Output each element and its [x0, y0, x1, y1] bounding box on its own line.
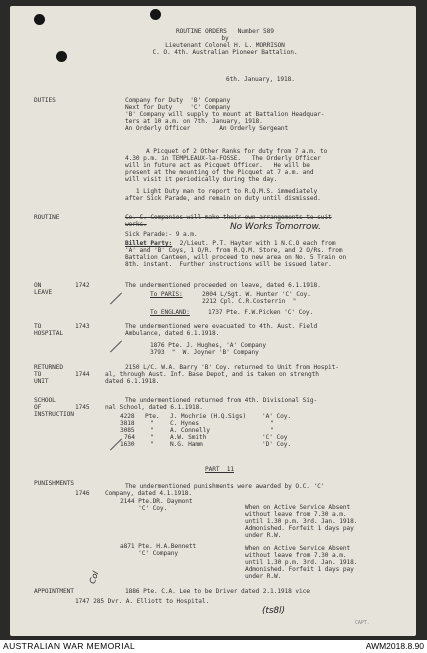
hospital-line: The undermentioned were evacuated to 4th. Aust. Field	[125, 323, 318, 330]
school-cell: 4228	[120, 413, 135, 420]
heading-returned: RETURNED	[34, 364, 64, 371]
archive-name: AUSTRALIAN WAR MEMORIAL	[3, 641, 136, 651]
order-ref: 1743	[75, 323, 90, 330]
punch-hole	[34, 14, 45, 25]
heading-routine: ROUTINE	[34, 214, 60, 221]
heading-leave: LEAVE	[34, 289, 53, 296]
duties-para: 4.30 p.m. in TEMPLEAUX-la-FOSSE. The Orderly Officer	[125, 155, 321, 162]
routine-struck-line: Co. C. Companies will make their own arrangements to suit	[125, 214, 332, 221]
school-cell: C. Hynes	[170, 420, 200, 427]
heading-hospital: TO	[34, 323, 42, 330]
hospital-line: Ambulance, dated 6.1.1918.	[125, 330, 220, 337]
stamp-text: CAPT.	[355, 620, 370, 626]
punishment-name: a871 Pte. H.A.Bennett	[120, 543, 197, 550]
heading-returned: UNIT	[34, 378, 49, 385]
heading-hospital: HOSPITAL	[34, 330, 64, 337]
school-cell: 'C' Coy	[262, 434, 288, 441]
margin-initials: Col	[87, 570, 101, 586]
school-cell: "	[150, 441, 154, 448]
punishment-text: until 1.30 p.m. 3rd. Jan. 1918.	[245, 559, 358, 566]
punishment-text: until 1.30 p.m. 3rd. Jan. 1918.	[245, 518, 358, 525]
school-cell: A. Connelly	[170, 427, 210, 434]
duties-para: present at the mounting of the Picquet at 7 a.m. and	[125, 169, 314, 176]
heading-appointment: APPOINTMENT	[34, 588, 74, 595]
duties-line: Company for Duty 'B' Company	[125, 97, 231, 104]
school-cell: "	[150, 427, 154, 434]
routine-struck-line: works.	[125, 221, 147, 228]
school-cell: N.G. Hamm	[170, 441, 203, 448]
heading-leave: ON	[34, 282, 42, 289]
duties-para: will visit it periodically during the day.	[125, 176, 278, 183]
billet-line: Battalion Canteen, will proceed to new area on No. 5 Train on	[125, 254, 347, 261]
punishment-text: Admonished. Forfeit 1 days pay	[245, 525, 354, 532]
punishment-text: without leave from 7.30 a.m.	[245, 511, 347, 518]
heading-school: INSTRUCTION	[34, 411, 74, 418]
school-line: The undermentioned returned from 4th. Divisional Sig-	[125, 397, 318, 404]
orders-unit: C. O. 4th. Australian Pioneer Battalion.	[152, 49, 298, 56]
order-ref: 1744	[75, 371, 90, 378]
heading-school: OF	[34, 404, 42, 411]
appointment-line: 1747 285 Dvr. A. Elliott to Hospital.	[75, 598, 210, 605]
punishment-name: 2144 Pte.DR. Daymont	[120, 498, 193, 505]
heading-returned: TO	[34, 371, 42, 378]
hospital-entry: 1876 Pte. J. Hughes, 'A' Company	[150, 342, 267, 349]
margin-handwriting: (ts8l)	[262, 606, 285, 616]
punishment-text: When on Active Service Absent	[245, 504, 351, 511]
school-line: nal School, dated 6.1.1918.	[105, 404, 203, 411]
returned-line: 2150 L/C. W.A. Barry 'B' Coy. returned to Unit from Hospit-	[125, 364, 339, 371]
returned-line: al, through Aust. Inf. Base Depot, and is taken on strength	[105, 371, 319, 378]
punch-hole	[150, 9, 161, 20]
paris-label: To PARIS:	[150, 291, 183, 298]
orders-title: ROUTINE ORDERS Number 589	[176, 28, 274, 35]
part-heading: PART 11	[205, 466, 235, 473]
sick-parade: Sick Parade:- 9 a.m.	[125, 231, 198, 238]
school-cell: 3085	[120, 427, 135, 434]
archive-id: AWM2018.8.90	[365, 641, 424, 651]
order-ref: 1746	[75, 490, 90, 497]
duties-para: will in future act as Picquet Officer. He will be	[125, 162, 310, 169]
punishments-intro: Company, dated 4.1.1918.	[105, 490, 193, 497]
punishments-intro: The undermentioned punishments were awarded by O.C. 'C'	[125, 483, 325, 490]
duties-line: Next for Duty 'C' Company	[125, 104, 231, 111]
orders-by: by	[221, 35, 229, 42]
order-ref: 1745	[75, 404, 90, 411]
punishment-text: When on Active Service Absent	[245, 545, 351, 552]
school-cell: "	[270, 427, 274, 434]
school-cell: 'D' Coy.	[262, 441, 292, 448]
school-cell: A.W. Smith	[170, 434, 207, 441]
billet-line: 8th. instant. Further instructions will be issued later.	[125, 261, 332, 268]
returned-line: dated 6.1.1918.	[105, 378, 160, 385]
duties-para: 1 Light Duty man to report to R.Q.M.S. immediately	[125, 188, 318, 195]
punishment-text: Admonished. Forfeit 1 days pay	[245, 566, 354, 573]
punishment-text: without leave from 7.30 a.m.	[245, 552, 347, 559]
england-label: To ENGLAND:	[150, 309, 190, 316]
orders-date: 6th. January, 1918.	[226, 76, 295, 83]
school-cell: "	[270, 420, 274, 427]
duties-line: ters at 10 a.m. on 7th. January, 1918.	[125, 118, 263, 125]
handwritten-note: No Works Tomorrow.	[230, 222, 321, 232]
punishment-text: under R.W.	[245, 532, 282, 539]
billet-line: 'A' and 'B' Coys, 1 O/R. from R.Q.M. Store, and 2 O/Rs. from	[125, 247, 343, 254]
duties-para: after Sick Parade, and remain on duty until dismissed.	[125, 195, 321, 202]
orders-officer: Lieutenant Colonel H. L. MORRISON	[165, 42, 285, 49]
school-cell: Pte.	[145, 413, 160, 420]
heading-school: SCHOOL	[34, 397, 56, 404]
leave-entry: 1737 Pte. F.W.Picken 'C' Coy.	[208, 309, 314, 316]
punishment-name: 'C' Company	[120, 550, 179, 557]
school-cell: 764	[124, 434, 135, 441]
leave-entry: 2004 L/Sgt. W. Hunter 'C' Coy.	[202, 291, 311, 298]
heading-punishments: PUNISHMENTS	[34, 480, 74, 487]
school-cell: 1630	[120, 441, 135, 448]
duties-line: 'B' Company will supply to mount at Battalion Headquar-	[125, 111, 325, 118]
leave-intro: The undermentioned proceeded on leave, dated 6.1.1918.	[125, 282, 321, 289]
school-cell: "	[150, 420, 154, 427]
heading-duties: DUTIES	[34, 97, 56, 104]
school-cell: 3818	[120, 420, 135, 427]
school-cell: 'A' Coy.	[262, 413, 292, 420]
billet-label: Billet Party:	[125, 240, 173, 247]
billet-line: 2/Lieut. P.T. Hayter with 1 N.C.O each from	[176, 240, 336, 247]
hospital-entry: 3793 " W. Joyner 'B' Company	[150, 349, 259, 356]
duties-para: A Picquet of 2 Other Ranks for duty from 7 a.m. to	[146, 148, 328, 155]
school-cell: J. Mochrie (H.Q.Sigs)	[170, 413, 247, 420]
appointment-line: 1886 Pte. C.A. Lee to be Driver dated 2.1.1918 vice	[125, 588, 310, 595]
punishment-text: under R.W.	[245, 573, 282, 580]
order-ref: 1742	[75, 282, 90, 289]
archive-footer	[0, 640, 427, 653]
duties-line: An Orderly Officer An Orderly Sergeant	[125, 125, 289, 132]
punishment-name: 'C' Coy.	[120, 505, 168, 512]
leave-entry: 2212 Cpl. C.R.Costerrin "	[202, 298, 297, 305]
school-cell: "	[150, 434, 154, 441]
